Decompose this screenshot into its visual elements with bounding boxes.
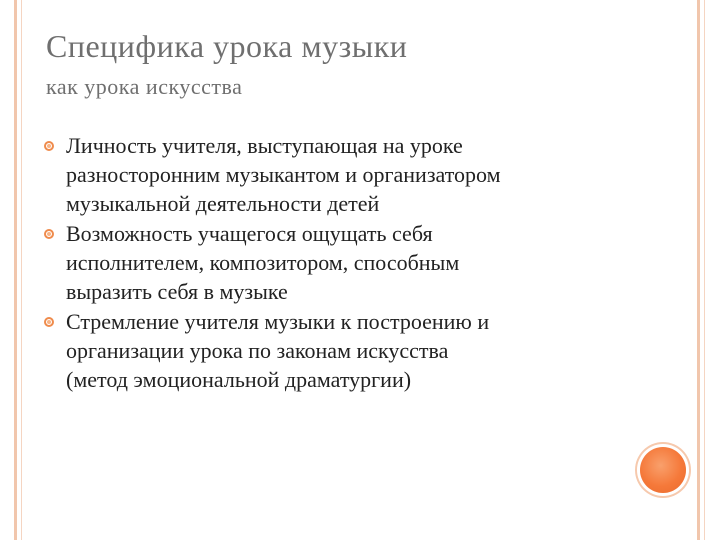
bullet-text-line: музыкальной деятельности детей — [66, 191, 380, 216]
right-border-inner-line — [704, 0, 705, 540]
bullet-item — [44, 131, 664, 218]
bullet-icon — [44, 229, 54, 239]
bullet-text-line: разносторонним музыкантом и организатором — [66, 162, 501, 187]
bullet-text-line: организации урока по законам искусства — [66, 338, 449, 363]
bullet-item — [44, 219, 664, 306]
bullet-text-line: Возможность учащегося ощущать себя — [66, 221, 433, 246]
decorative-circle — [640, 447, 686, 493]
bullet-text-line: (метод эмоциональной драматургии) — [66, 367, 412, 392]
left-border-line — [14, 0, 17, 540]
bullet-list — [44, 131, 664, 395]
title-line-1: Специфика урока музыки — [46, 28, 408, 64]
bullet-text-line: исполнителем, композитором, способным — [66, 250, 460, 275]
bullet-text-line: выразить себя в музыке — [66, 279, 288, 304]
left-border-inner-line — [21, 0, 22, 540]
right-border-line — [697, 0, 700, 540]
bullet-icon — [44, 317, 54, 327]
bullet-item — [44, 307, 664, 394]
bullet-icon — [44, 141, 54, 151]
bullet-text-line: Стремление учителя музыки к построению и — [66, 309, 490, 334]
slide-title — [46, 26, 686, 102]
title-line-2: как урока искусства — [46, 74, 243, 99]
bullet-text-line: Личность учителя, выступающая на уроке — [66, 133, 463, 158]
